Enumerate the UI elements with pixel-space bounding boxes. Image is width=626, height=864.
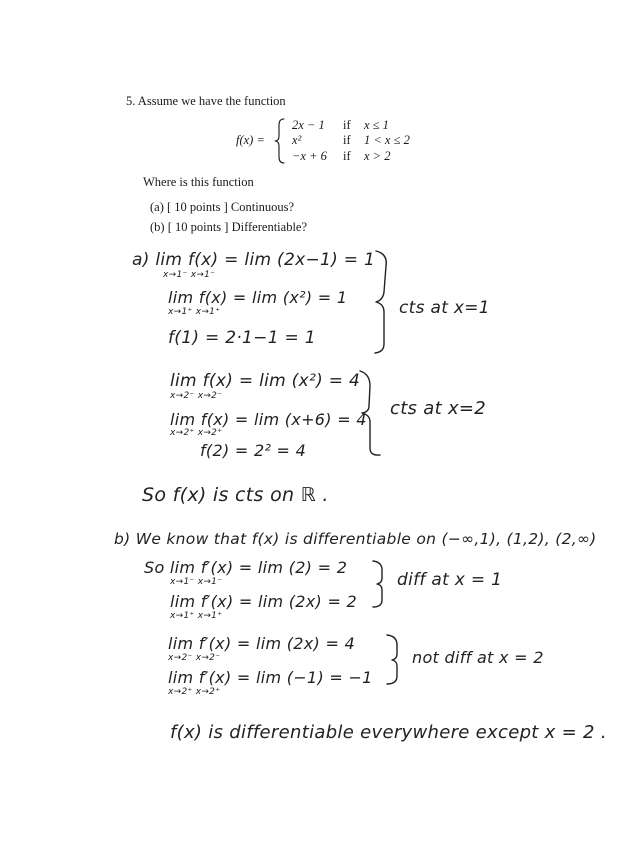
answer-a-note-2: cts at x=2: [390, 398, 487, 419]
piecewise-brace: [274, 117, 286, 165]
case-3-if: if: [343, 149, 351, 163]
answer-a-line-4-sub: x→2⁻ x→2⁻: [170, 391, 223, 401]
case-2-cond: 1 < x ≤ 2: [364, 133, 410, 147]
answer-b-line-4: lim f′(x) = lim (−1) = −1: [168, 668, 373, 687]
answer-b-brace-1: [370, 558, 390, 610]
answer-a-line-5-sub: x→2⁺ x→2⁺: [170, 428, 223, 438]
answer-b-line-3: lim f′(x) = lim (2x) = 4: [168, 634, 356, 653]
answer-b-intro: b) We know that f(x) is differentiable on (−∞,1), (1,2), (2,∞): [114, 530, 597, 548]
answer-b-conclusion: f(x) is differentiable everywhere except x = 2 .: [170, 722, 607, 743]
answer-b-brace-2: [384, 632, 406, 688]
case-1-if: if: [343, 118, 351, 132]
answer-b-note-2: not diff at x = 2: [412, 648, 544, 667]
answer-a-line-1: a) lim f(x) = lim (2x−1) = 1: [132, 250, 376, 270]
function-lhs: f(x) =: [236, 133, 265, 147]
answer-a-line-2-sub: x→1⁺ x→1⁺: [168, 307, 221, 317]
answer-a-line-2: lim f(x) = lim (x²) = 1: [168, 288, 348, 307]
answer-a-line-4: lim f(x) = lim (x²) = 4: [170, 371, 361, 391]
answer-a-line-1-sub: x→1⁻ x→1⁻: [163, 270, 216, 280]
problem-heading: 5. Assume we have the function: [126, 94, 286, 108]
case-1-expr: 2x − 1: [292, 118, 325, 132]
answer-a-conclusion: So f(x) is cts on ℝ .: [142, 484, 329, 506]
answer-a-line-3: f(1) = 2·1−1 = 1: [168, 328, 316, 348]
case-1-cond: x ≤ 1: [364, 118, 389, 132]
answer-b-line-4-sub: x→2⁺ x→2⁺: [168, 687, 221, 697]
answer-a-note-1: cts at x=1: [399, 298, 490, 318]
part-a: (a) [ 10 points ] Continuous?: [150, 200, 295, 214]
part-b: (b) [ 10 points ] Differentiable?: [150, 220, 308, 234]
answer-b-note-1: diff at x = 1: [397, 570, 503, 590]
answer-b-line-2: lim f′(x) = lim (2x) = 2: [170, 592, 358, 611]
case-2-if: if: [343, 133, 351, 147]
answer-a-brace-2: [358, 368, 386, 460]
answer-b-line-2-sub: x→1⁺ x→1⁺: [170, 611, 223, 621]
case-3-expr: −x + 6: [292, 149, 327, 163]
case-2-expr: x²: [292, 133, 302, 147]
answer-b-line-1: So lim f′(x) = lim (2) = 2: [144, 558, 348, 577]
answer-b-line-3-sub: x→2⁻ x→2⁻: [168, 653, 221, 663]
answer-a-brace-1: [372, 248, 394, 356]
answer-a-line-5: lim f(x) = lim (x+6) = 4: [170, 410, 367, 429]
answer-a-line-6: f(2) = 2² = 4: [200, 441, 307, 460]
case-3-cond: x > 2: [364, 149, 391, 163]
answer-b-line-1-sub: x→1⁻ x→1⁻: [170, 577, 223, 587]
question-text: Where is this function: [143, 175, 254, 189]
